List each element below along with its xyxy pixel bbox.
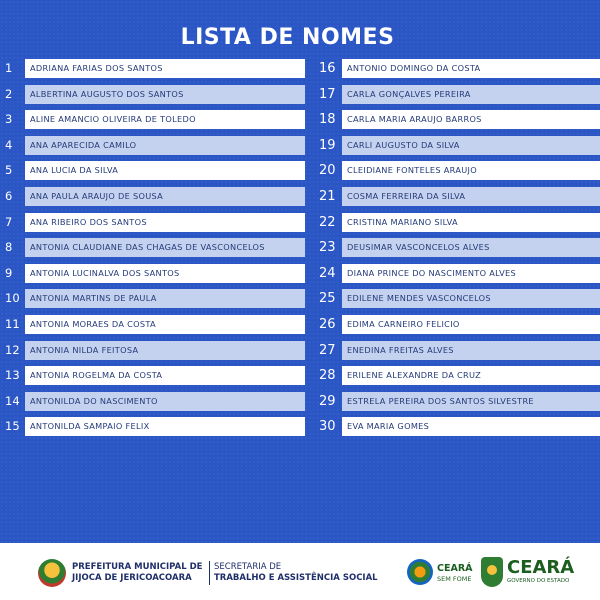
name-bar: ANTONIA CLAUDIANE DAS CHAGAS DE VASCONCELOS [25, 238, 305, 257]
name-bar: EDILENE MENDES VASCONCELOS [342, 289, 600, 308]
row-number: 24 [319, 265, 336, 281]
row-number: 1 [5, 61, 13, 75]
name-bar: ANTONIA MORAES DA COSTA [25, 315, 305, 334]
row-number: 27 [319, 342, 336, 358]
row-number: 20 [319, 163, 336, 179]
name-bar: DIANA PRINCE DO NASCIMENTO ALVES [342, 264, 600, 283]
prefeitura-line-1: PREFEITURA MUNICIPAL DE [72, 562, 203, 572]
name-bar: ADRIANA FARIAS DOS SANTOS [25, 59, 305, 78]
row-number: 29 [319, 393, 336, 409]
name-bar: ENEDINA FREITAS ALVES [342, 341, 600, 360]
row-number: 7 [5, 214, 13, 229]
name-bar: ANTONIO DOMINGO DA COSTA [342, 59, 600, 78]
row-number: 4 [5, 137, 13, 152]
name-bar: ANTONILDA DO NASCIMENTO [25, 392, 305, 411]
name-bar: ALBERTINA AUGUSTO DOS SANTOS [25, 85, 305, 104]
name-bar: CARLA GONÇALVES PEREIRA [342, 85, 600, 104]
name-bar: CRISTINA MARIANO SILVA [342, 213, 600, 232]
ceara-government-title: CEARÁ [507, 557, 575, 578]
name-bar: ANTONILDA SAMPAIO FELIX [25, 417, 305, 436]
row-number: 13 [5, 368, 20, 383]
row-number: 6 [5, 189, 13, 203]
name-bar: EDIMA CARNEIRO FELICIO [342, 315, 600, 334]
page-title: LISTA DE NOMES [180, 25, 395, 50]
ceara-sem-fome-subtitle: SEM FOME [437, 575, 472, 583]
row-number: 19 [319, 137, 336, 153]
row-number: 11 [5, 317, 20, 331]
name-bar: ESTRELA PEREIRA DOS SANTOS SILVESTRE [342, 392, 600, 411]
ceara-sem-fome-title: CEARÁ [437, 563, 473, 574]
row-number: 5 [5, 163, 13, 178]
secretaria-line-2: TRABALHO E ASSISTÊNCIA SOCIAL [214, 573, 378, 583]
row-number: 16 [319, 61, 336, 76]
row-number: 14 [5, 393, 20, 408]
row-number: 26 [319, 317, 336, 332]
row-number: 17 [319, 86, 336, 102]
row-number: 12 [5, 342, 20, 357]
name-bar: CARLI AUGUSTO DA SILVA [342, 136, 600, 155]
row-number: 25 [319, 291, 336, 307]
row-number: 21 [319, 189, 336, 204]
name-bar: ANTONIA MARTINS DE PAULA [25, 289, 305, 308]
row-number: 28 [319, 368, 336, 384]
jijoca-crest-icon [38, 559, 66, 587]
row-number: 18 [319, 112, 336, 128]
name-bar: ERILENE ALEXANDRE DA CRUZ [342, 366, 600, 385]
name-bar: ANA RIBEIRO DOS SANTOS [25, 213, 305, 232]
name-bar: ANA PAULA ARAUJO DE SOUSA [25, 187, 305, 206]
ceara-government-subtitle: GOVERNO DO ESTADO [507, 578, 570, 584]
row-number: 3 [5, 112, 13, 127]
name-bar: CLEIDIANE FONTELES ARAUJO [342, 161, 600, 180]
row-number: 23 [319, 240, 336, 256]
row-number: 9 [5, 265, 13, 280]
prefeitura-line-2: JIJOCA DE JERICOACOARA [72, 573, 192, 583]
row-number: 8 [5, 240, 13, 255]
row-number: 10 [5, 291, 20, 306]
row-number: 15 [5, 419, 20, 434]
row-number: 2 [5, 86, 13, 101]
name-bar: EVA MARIA GOMES [342, 417, 600, 436]
footer-divider [209, 561, 210, 585]
name-bar: COSMA FERREIRA DA SILVA [342, 187, 600, 206]
name-bar: ANA LUCIA DA SILVA [25, 161, 305, 180]
ceara-state-crest-icon [481, 557, 503, 587]
name-bar: ANTONIA LUCINALVA DOS SANTOS [25, 264, 305, 283]
name-bar: CARLA MARIA ARAUJO BARROS [342, 110, 600, 129]
secretaria-line-1: SECRETARIA DE [214, 562, 282, 572]
name-bar: ALINE AMANCIO OLIVEIRA DE TOLEDO [25, 110, 305, 129]
name-bar: ANA APARECIDA CAMILO [25, 136, 305, 155]
name-bar: ANTONIA NILDA FEITOSA [25, 341, 305, 360]
row-number: 30 [319, 419, 336, 435]
footer-logos [0, 543, 600, 600]
ceara-sem-fome-logo-icon [407, 559, 433, 585]
row-number: 22 [319, 214, 336, 230]
name-bar: DEUSIMAR VASCONCELOS ALVES [342, 238, 600, 257]
name-bar: ANTONIA ROGELMA DA COSTA [25, 366, 305, 385]
